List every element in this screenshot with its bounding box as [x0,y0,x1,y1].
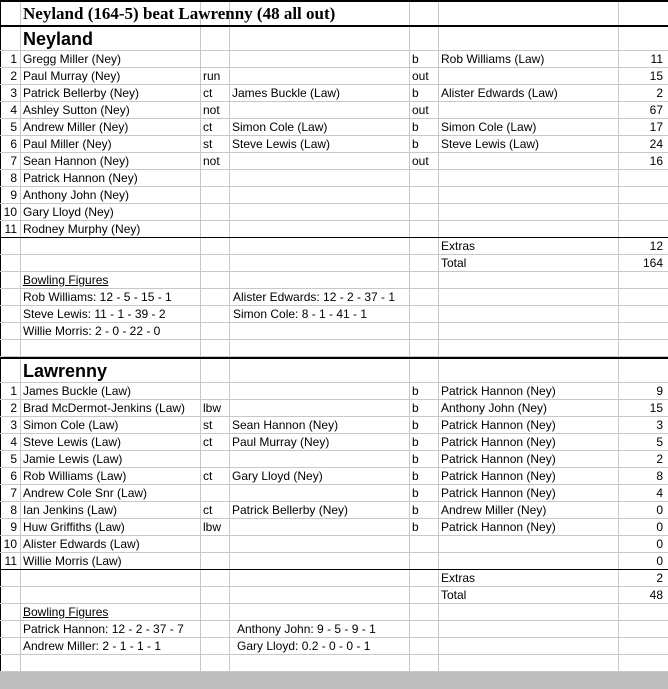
runs-scored: 11 [650,52,663,66]
extras-label: Extras [441,571,476,585]
batsman-number: 6 [10,469,17,483]
runs-scored: 67 [649,103,663,117]
bowling-figure: Andrew Miller: 2 - 1 - 1 - 1 [23,639,162,653]
match-title: Neyland (164-5) beat Lawrenny (48 all out) [23,4,336,23]
fielder-name: Patrick Bellerby (Ney) [232,503,349,517]
runs-scored: 0 [656,503,663,517]
bowled-marker: b [412,486,419,500]
dismissal-type: run [203,69,221,83]
batsman-number: 4 [10,103,17,117]
runs-scored: 8 [656,469,663,483]
batsman-name: Steve Lewis (Law) [23,435,122,449]
dismissal-type: st [203,137,213,151]
runs-scored: 4 [656,486,663,500]
batsman-name: Patrick Hannon (Ney) [23,171,138,185]
batsman-name: Gregg Miller (Ney) [23,52,122,66]
bowler-name: Rob Williams (Law) [441,52,545,66]
batsman-name: Alister Edwards (Law) [23,537,140,551]
row-line [0,254,668,255]
batsman-number: 2 [10,401,17,415]
bowled-marker: out [412,154,429,168]
batsman-name: Ian Jenkins (Law) [23,503,118,517]
batsman-number: 8 [10,171,17,185]
bowling-figures-heading: Bowling Figures [23,273,109,287]
fielder-name: James Buckle (Law) [232,86,341,100]
runs-scored: 17 [649,120,663,134]
extras-value: 12 [649,239,663,253]
bowling-figure: Gary Lloyd: 0.2 - 0 - 0 - 1 [237,639,371,653]
runs-scored: 15 [649,69,663,83]
batsman-name: Huw Griffiths (Law) [23,520,125,534]
batsman-name: Andrew Cole Snr (Law) [23,486,148,500]
batsman-number: 10 [3,205,17,219]
batsman-name: Paul Miller (Ney) [23,137,112,151]
row-line [0,586,668,587]
bottom-scroll-area [0,672,668,689]
batsman-number: 9 [10,520,17,534]
dismissal-type: ct [203,120,213,134]
batsman-name: Rodney Murphy (Ney) [23,222,141,236]
dismissal-type: lbw [203,401,222,415]
batsman-number: 3 [10,418,17,432]
dismissal-type: not [203,103,220,117]
fielder-name: Sean Hannon (Ney) [232,418,339,432]
runs-scored: 3 [656,418,663,432]
batsman-number: 2 [10,69,17,83]
batsman-number: 11 [4,554,17,568]
batsman-number: 1 [10,52,17,66]
bowler-name: Patrick Hannon (Ney) [441,384,556,398]
dismissal-type: ct [203,435,213,449]
batsman-name: James Buckle (Law) [23,384,132,398]
bowling-figure: Anthony John: 9 - 5 - 9 - 1 [237,622,376,636]
bowled-marker: b [412,384,419,398]
extras-label: Extras [441,239,476,253]
innings-divider [0,25,668,27]
fielder-name: Paul Murray (Ney) [232,435,330,449]
bowler-name: Patrick Hannon (Ney) [441,469,556,483]
bowled-marker: b [412,137,419,151]
dismissal-type: ct [203,86,213,100]
bowling-figure: Patrick Hannon: 12 - 2 - 37 - 7 [23,622,184,636]
runs-scored: 2 [656,86,663,100]
runs-scored: 5 [656,435,663,449]
bowled-marker: b [412,469,419,483]
runs-scored: 24 [649,137,663,151]
bowler-name: Andrew Miller (Ney) [441,503,547,517]
bowling-figure: Simon Cole: 8 - 1 - 41 - 1 [233,307,368,321]
bowled-marker: b [412,120,419,134]
runs-scored: 15 [649,401,663,415]
row-line [0,654,668,655]
batsman-number: 7 [10,486,17,500]
batsman-number: 7 [10,154,17,168]
fielder-name: Gary Lloyd (Ney) [232,469,323,483]
bowler-name: Patrick Hannon (Ney) [441,418,556,432]
batsman-number: 5 [10,120,17,134]
batsman-number: 6 [10,137,17,151]
runs-scored: 0 [656,537,663,551]
batsman-number: 5 [10,452,17,466]
bowled-marker: b [412,503,419,517]
bowling-figure: Alister Edwards: 12 - 2 - 37 - 1 [233,290,396,304]
bowled-marker: b [412,452,419,466]
batsman-number: 4 [10,435,17,449]
bowled-marker: out [412,69,429,83]
dismissal-type: ct [203,503,213,517]
batsman-number: 10 [3,537,17,551]
batsman-name: Sean Hannon (Ney) [23,154,130,168]
total-label: Total [441,256,467,270]
batsman-number: 9 [10,188,17,202]
bowled-marker: b [412,401,419,415]
batsman-name: Simon Cole (Law) [23,418,119,432]
runs-scored: 2 [656,452,663,466]
team-name: Lawrenny [23,361,108,381]
bowling-figures-heading: Bowling Figures [23,605,109,619]
dismissal-type: not [203,154,220,168]
batsman-name: Anthony John (Ney) [23,188,130,202]
bowler-name: Anthony John (Ney) [441,401,548,415]
batsman-name: Jamie Lewis (Law) [23,452,123,466]
team-name: Neyland [23,29,94,49]
batsman-number: 8 [10,503,17,517]
bowling-figure: Willie Morris: 2 - 0 - 22 - 0 [23,324,161,338]
batsman-name: Rob Williams (Law) [23,469,127,483]
bowled-marker: b [412,86,419,100]
batsman-name: Ashley Sutton (Ney) [23,103,130,117]
runs-scored: 0 [656,520,663,534]
bowler-name: Patrick Hannon (Ney) [441,452,556,466]
fielder-name: Steve Lewis (Law) [232,137,331,151]
bowler-name: Alister Edwards (Law) [441,86,558,100]
row-line [0,339,668,340]
dismissal-type: lbw [203,520,222,534]
runs-scored: 0 [656,554,663,568]
bowler-name: Patrick Hannon (Ney) [441,435,556,449]
extras-value: 2 [656,571,663,585]
batsman-name: Paul Murray (Ney) [23,69,121,83]
bowled-marker: b [412,435,419,449]
fielder-name: Simon Cole (Law) [232,120,328,134]
bowled-marker: b [412,52,419,66]
batting-end-line [0,237,668,238]
runs-scored: 16 [649,154,663,168]
batsman-name: Patrick Bellerby (Ney) [23,86,140,100]
dismissal-type: st [203,418,213,432]
bowled-marker: b [412,520,419,534]
total-value: 164 [642,256,663,270]
batsman-name: Brad McDermot-Jenkins (Law) [23,401,186,415]
bowler-name: Patrick Hannon (Ney) [441,520,556,534]
bowler-name: Patrick Hannon (Ney) [441,486,556,500]
batsman-name: Andrew Miller (Ney) [23,120,129,134]
bowled-marker: out [412,103,429,117]
bowler-name: Simon Cole (Law) [441,120,537,134]
batsman-number: 11 [4,222,17,236]
batsman-number: 1 [10,384,17,398]
total-label: Total [441,588,467,602]
bowling-figure: Steve Lewis: 11 - 1 - 39 - 2 [23,307,166,321]
runs-scored: 9 [656,384,663,398]
batsman-name: Gary Lloyd (Ney) [23,205,114,219]
bowler-name: Steve Lewis (Law) [441,137,540,151]
batsman-number: 3 [10,86,17,100]
batsman-name: Willie Morris (Law) [23,554,122,568]
bowling-figure: Rob Williams: 12 - 5 - 15 - 1 [23,290,172,304]
batting-end-line [0,569,668,570]
dismissal-type: ct [203,469,213,483]
bowled-marker: b [412,418,419,432]
total-value: 48 [649,588,663,602]
